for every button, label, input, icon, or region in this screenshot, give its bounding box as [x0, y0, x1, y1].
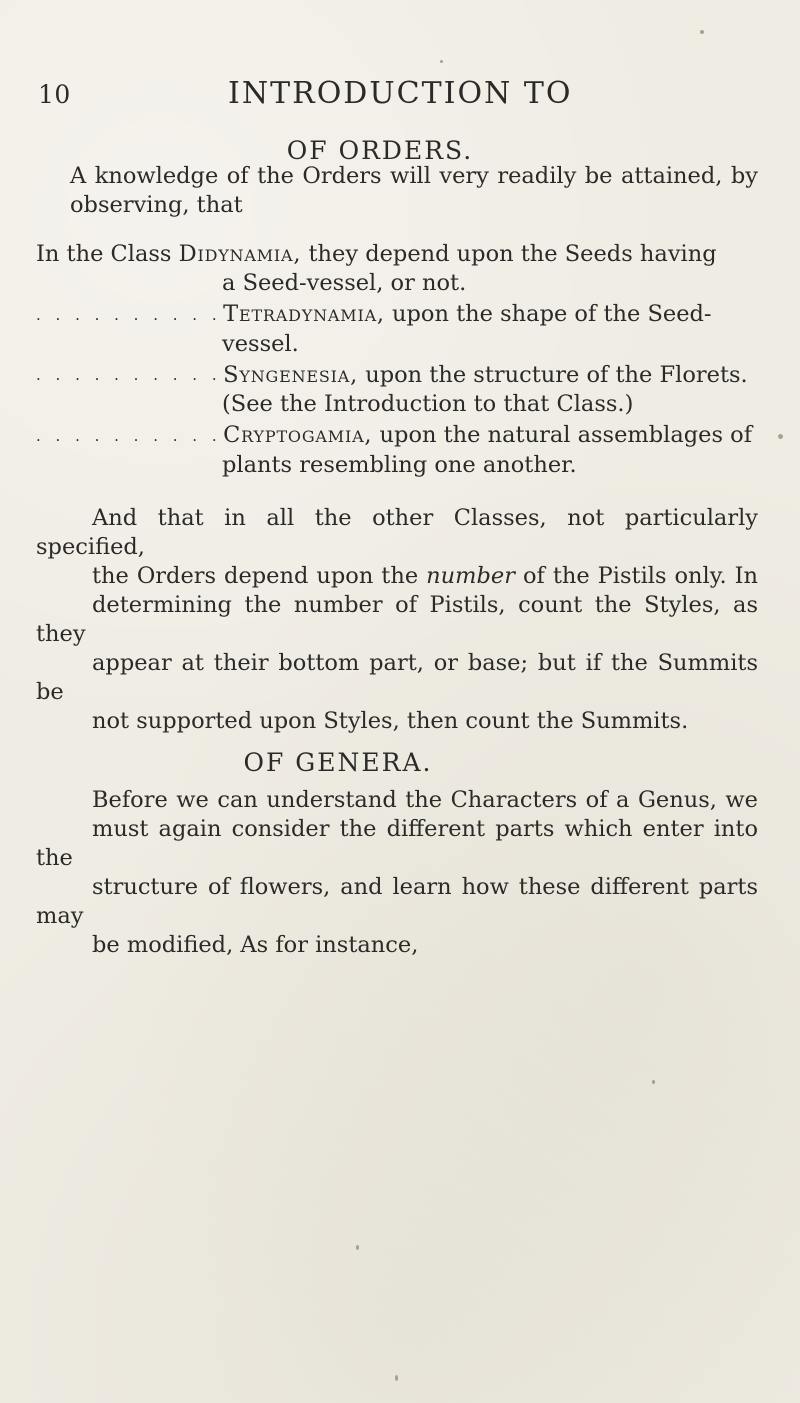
orders-intro-paragraph — [36, 162, 758, 220]
paper-spot — [440, 60, 443, 63]
dot-leader: . . . . . . . . . . — [36, 366, 222, 384]
class-entry-didynamia — [36, 240, 758, 298]
class-description-continued: a Seed-vessel, or not. — [222, 270, 467, 296]
class-order-list — [36, 240, 758, 482]
paper-spot — [395, 1375, 398, 1381]
class-description-continued: vessel. — [222, 330, 299, 357]
paragraph-line: A knowledge of the Orders will very readily be attained, by — [70, 163, 758, 189]
emphasis-number: number — [426, 563, 515, 589]
class-entry-line — [36, 240, 758, 269]
dot-leader: . . . . . . . . . . — [36, 305, 222, 324]
other-classes-paragraph — [36, 504, 758, 736]
page-number: 10 — [38, 80, 71, 109]
paragraph-line: appear at their bottom part, or base; but if the Summits be — [36, 650, 758, 705]
running-head — [38, 76, 738, 116]
paragraph-line: observing, that — [70, 192, 243, 218]
genera-paragraph — [36, 786, 758, 960]
class-entry-tetradynamia — [36, 300, 758, 359]
class-name: Cryptogamia, — [223, 422, 373, 448]
paragraph-line: And that in all the other Classes, not particularly specified, — [36, 505, 758, 560]
paragraph-line — [36, 562, 758, 591]
class-entry-line — [36, 300, 758, 330]
paragraph-line: Before we can understand the Characters of a Genus, we — [92, 787, 758, 813]
class-name: Tetradynamia, — [223, 301, 385, 327]
paragraph-line: must again consider the different parts which enter into the — [36, 816, 758, 871]
text-run: of the Pistils only. In — [522, 563, 758, 589]
paragraph-line: be modified, As for instance, — [92, 932, 419, 958]
class-entry-cryptogamia — [36, 421, 758, 480]
dot-leader: . . . . . . . . . . — [36, 426, 222, 445]
class-description: upon the natural assemblages of — [379, 422, 753, 448]
class-name: Syngenesia, — [223, 361, 359, 388]
text-run: the Orders depend upon the — [92, 563, 419, 589]
section-heading-orders: OF ORDERS. — [286, 136, 474, 165]
class-entry-line — [36, 421, 758, 451]
class-entry-syngenesia — [36, 361, 758, 420]
paragraph-line: not supported upon Styles, then count the Summits. — [92, 708, 689, 734]
paragraph-line: determining the number of Pistils, count the Styles, as they — [36, 592, 758, 647]
class-entry-line — [36, 361, 758, 391]
paper-spot — [778, 434, 783, 439]
paper-spot — [700, 30, 704, 34]
class-prefix: In the Class — [36, 241, 172, 267]
class-description-continued: (See the Introduction to that Class.) — [222, 391, 634, 417]
running-title: INTRODUCTION TO — [228, 76, 573, 111]
paper-spot — [356, 1245, 359, 1250]
class-description: upon the structure of the Florets. — [365, 361, 748, 388]
section-heading-genera: OF GENERA. — [243, 748, 433, 777]
paper-spot — [652, 1080, 655, 1084]
class-name: Didynamia, — [178, 241, 302, 267]
class-description-continued: plants resembling one another. — [222, 451, 577, 478]
class-description: they depend upon the Seeds having — [308, 241, 717, 267]
class-description: upon the shape of the Seed- — [392, 301, 712, 327]
paragraph-line: structure of flowers, and learn how these different parts may — [36, 874, 758, 929]
